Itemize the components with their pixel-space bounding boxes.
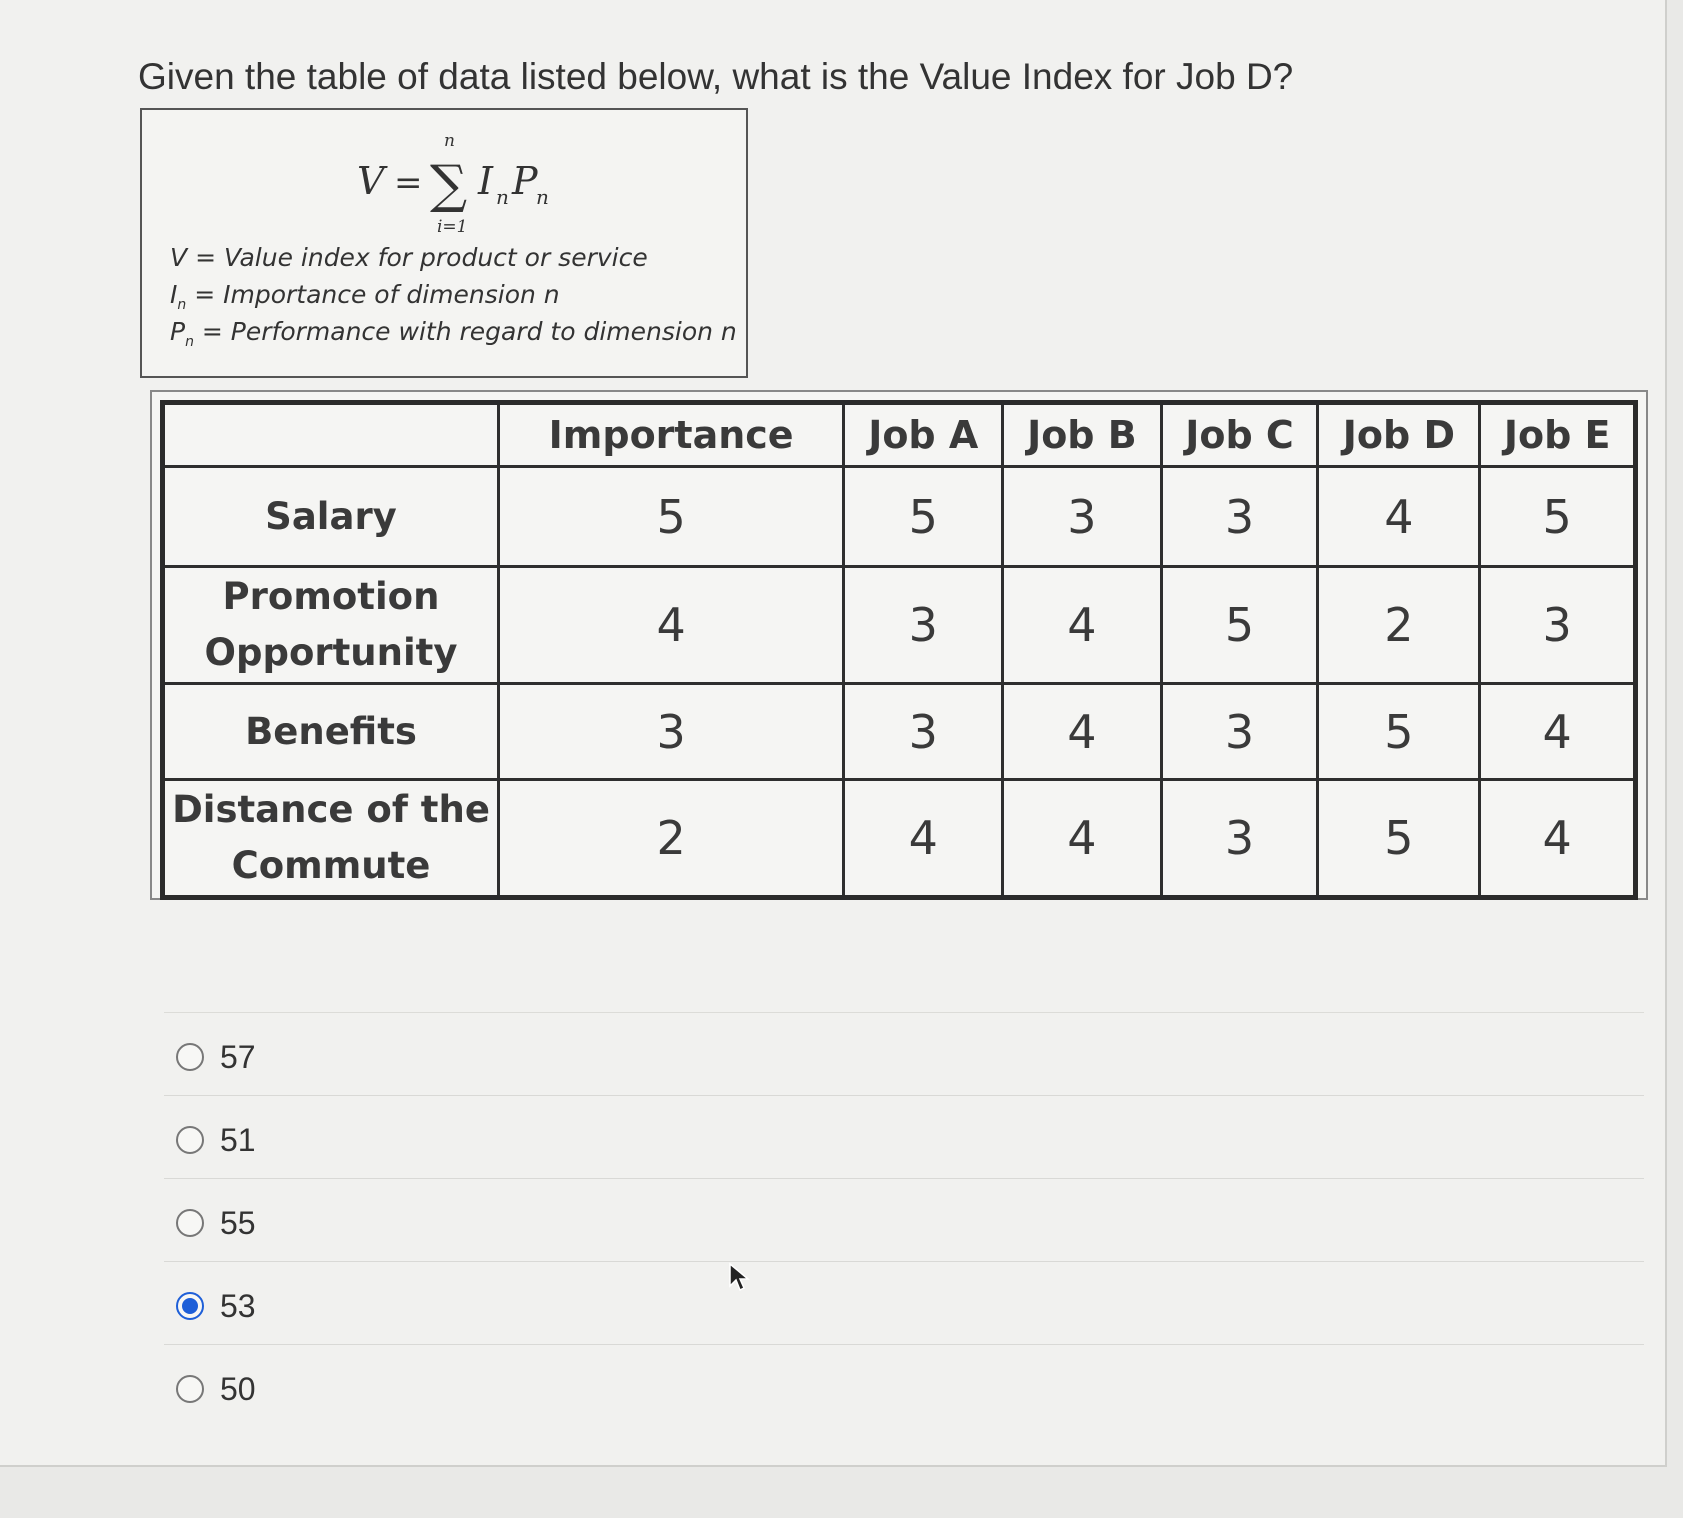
table-cell: 3 [1480, 567, 1636, 684]
radio-button[interactable] [176, 1375, 204, 1403]
table-cell: 5 [844, 467, 1003, 567]
table-row [163, 684, 1636, 780]
sigma-icon: ∑ [430, 155, 468, 215]
answer-option-53[interactable] [164, 1261, 1644, 1344]
row-label-benefits: Benefits [163, 684, 499, 780]
table-cell: 2 [499, 780, 844, 898]
formula-term-i: I [478, 159, 494, 203]
formula-term-p: P [512, 159, 538, 203]
data-table-frame [150, 390, 1648, 900]
answer-option-55[interactable] [164, 1178, 1644, 1261]
formula-sub-p: n [536, 185, 549, 209]
definition-p: $P_n$ = Performance with regard to dimension n [170, 317, 737, 350]
formula-lhs: V [357, 159, 385, 203]
answer-label: 53 [220, 1288, 256, 1324]
job-data-table [160, 400, 1638, 900]
answer-label: 55 [220, 1205, 256, 1241]
header-empty [163, 403, 499, 467]
table-cell: 4 [1318, 467, 1480, 567]
answer-label: 50 [220, 1371, 256, 1407]
table-row [163, 467, 1636, 567]
table-cell: 5 [1318, 684, 1480, 780]
mouse-pointer-icon [728, 1262, 750, 1294]
radio-button-selected[interactable] [176, 1292, 204, 1320]
row-label-commute: Distance of the Commute [163, 780, 499, 898]
table-cell: 4 [1480, 684, 1636, 780]
question-text: Given the table of data listed below, what is the Value Index for Job D? [138, 56, 1294, 97]
sum-lower-limit: i=1 [437, 217, 468, 237]
formula-equals: = [394, 163, 423, 203]
table-cell: 2 [1318, 567, 1480, 684]
radio-button[interactable] [176, 1209, 204, 1237]
header-job-c: Job C [1161, 403, 1318, 467]
table-row [163, 780, 1636, 898]
row-label-salary: Salary [163, 467, 499, 567]
table-cell: 5 [499, 467, 844, 567]
header-job-b: Job B [1003, 403, 1161, 467]
row-label-promotion: Promotion Opportunity [163, 567, 499, 684]
formula-sub-i: n [496, 185, 509, 209]
table-cell: 4 [1003, 684, 1161, 780]
header-importance: Importance [499, 403, 844, 467]
table-cell: 5 [1161, 567, 1318, 684]
formula-box [140, 108, 748, 378]
table-cell: 3 [1003, 467, 1161, 567]
answer-label: 57 [220, 1039, 256, 1075]
table-cell: 4 [1480, 780, 1636, 898]
table-cell: 5 [1318, 780, 1480, 898]
table-header-row [163, 403, 1636, 467]
header-job-a: Job A [844, 403, 1003, 467]
sum-upper-limit: n [444, 131, 455, 151]
radio-button[interactable] [176, 1043, 204, 1071]
header-job-e: Job E [1480, 403, 1636, 467]
answer-label: 51 [220, 1122, 256, 1158]
table-cell: 4 [1003, 567, 1161, 684]
answer-option-57[interactable] [164, 1012, 1644, 1095]
table-cell: 3 [499, 684, 844, 780]
table-cell: 4 [1003, 780, 1161, 898]
table-cell: 3 [1161, 684, 1318, 780]
answer-option-50[interactable] [164, 1344, 1644, 1427]
answer-options [164, 1012, 1644, 1427]
table-cell: 3 [1161, 780, 1318, 898]
definition-v: V = Value index for product or service [170, 243, 648, 272]
table-cell: 4 [844, 780, 1003, 898]
definition-i: $I_n$ = Importance of dimension n [170, 280, 560, 313]
table-row [163, 567, 1636, 684]
table-cell: 4 [499, 567, 844, 684]
table-cell: 3 [844, 684, 1003, 780]
header-job-d: Job D [1318, 403, 1480, 467]
table-cell: 5 [1480, 467, 1636, 567]
table-cell: 3 [1161, 467, 1318, 567]
radio-button[interactable] [176, 1126, 204, 1154]
answer-option-51[interactable] [164, 1095, 1644, 1178]
table-cell: 3 [844, 567, 1003, 684]
